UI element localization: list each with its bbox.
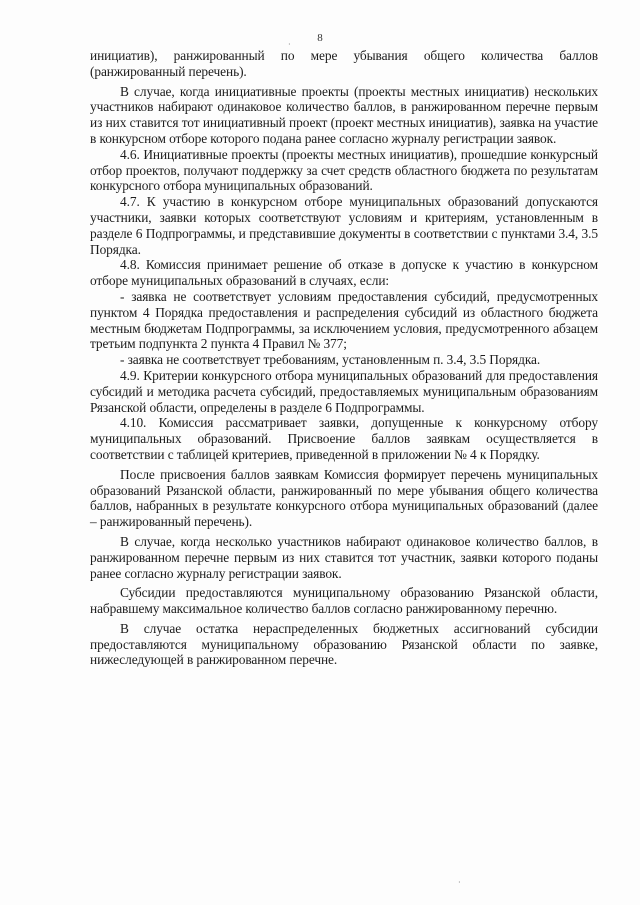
paragraph: В случае, когда несколько участников набирают одинаковое количество баллов, в ранжированном перечне первым из них ставится тот участник, заявки которого поданы ранее согласно журналу регистрации заявок. — [90, 533, 598, 581]
paragraph-4-7: 4.7. К участию в конкурсном отборе муниципальных образований допускаются участники, заявки которых соответствуют условиям и критериям, установленным в разделе 6 Подпрограммы, и представившие документы в соответствии с пунктами 3.4, 3.5 Порядка. — [90, 194, 598, 257]
paragraph: Субсидии предоставляются муниципальному образованию Рязанской области, набравшему максимальное количество баллов согласно ранжированному перечню. — [90, 585, 598, 617]
paragraph: В случае, когда инициативные проекты (проекты местных инициатив) нескольких участников набирают одинаковое количество баллов, в ранжированном перечне первым из них ставится тот инициативный проект (проект местных инициатив), заявка на участие в конкурсном отборе которого подана ранее согласно журналу регистрации заявок. — [90, 83, 598, 146]
page-number: 8 — [317, 32, 323, 44]
scan-speck: · — [458, 878, 461, 887]
paragraph: инициатив), ранжированный по мере убывания общего количества баллов (ранжированный перечень). — [90, 48, 598, 79]
scan-speck: · — [288, 40, 291, 49]
document-body — [90, 48, 598, 668]
list-item: - заявка не соответствует условиям предоставления субсидий, предусмотренных пунктом 4 Порядка предоставления и распределения субсидий из областного бюджета местным бюджетам Подпрограммы, за исключением условия, предусмотренного абзацем третьим подпункта 2 пункта 4 Правил № 377; — [90, 288, 598, 352]
paragraph: После присвоения баллов заявкам Комиссия формирует перечень муниципальных образований Рязанской области, ранжированный по мере убывания общего количества баллов, набранных в результате конкурсного отбора муниципальных образований (далее – ранжированный перечень). — [90, 466, 598, 530]
list-item: - заявка не соответствует требованиям, установленным п. 3.4, 3.5 Порядка. — [120, 352, 541, 368]
paragraph-4-8: 4.8. Комиссия принимает решение об отказе в допуске к участию в конкурсном отборе муниципальных образований в случаях, если: — [90, 257, 598, 289]
paragraph-4-10: 4.10. Комиссия рассматривает заявки, допущенные к конкурсному отбору муниципальных образований. Присвоение баллов заявкам осуществляется в соответствии с таблицей критериев, приведенной в приложении № 4 к Порядку. — [90, 415, 598, 462]
paragraph-4-6: 4.6. Инициативные проекты (проекты местных инициатив), прошедшие конкурсный отбор проектов, получают поддержку за счет средств областного бюджета по результатам конкурсного отбора муниципальных образований. — [90, 146, 598, 194]
paragraph-4-9: 4.9. Критерии конкурсного отбора муниципальных образований для предоставления субсидий и методика расчета субсидий, предоставляемых муниципальным образованиям Рязанской области, определены в разделе 6 Подпрограммы. — [90, 367, 598, 415]
paragraph: В случае остатка нераспределенных бюджетных ассигнований субсидии предоставляются муниципальному образованию Рязанской области по заявке, нижеследующей в ранжированном перечне. — [90, 620, 598, 668]
